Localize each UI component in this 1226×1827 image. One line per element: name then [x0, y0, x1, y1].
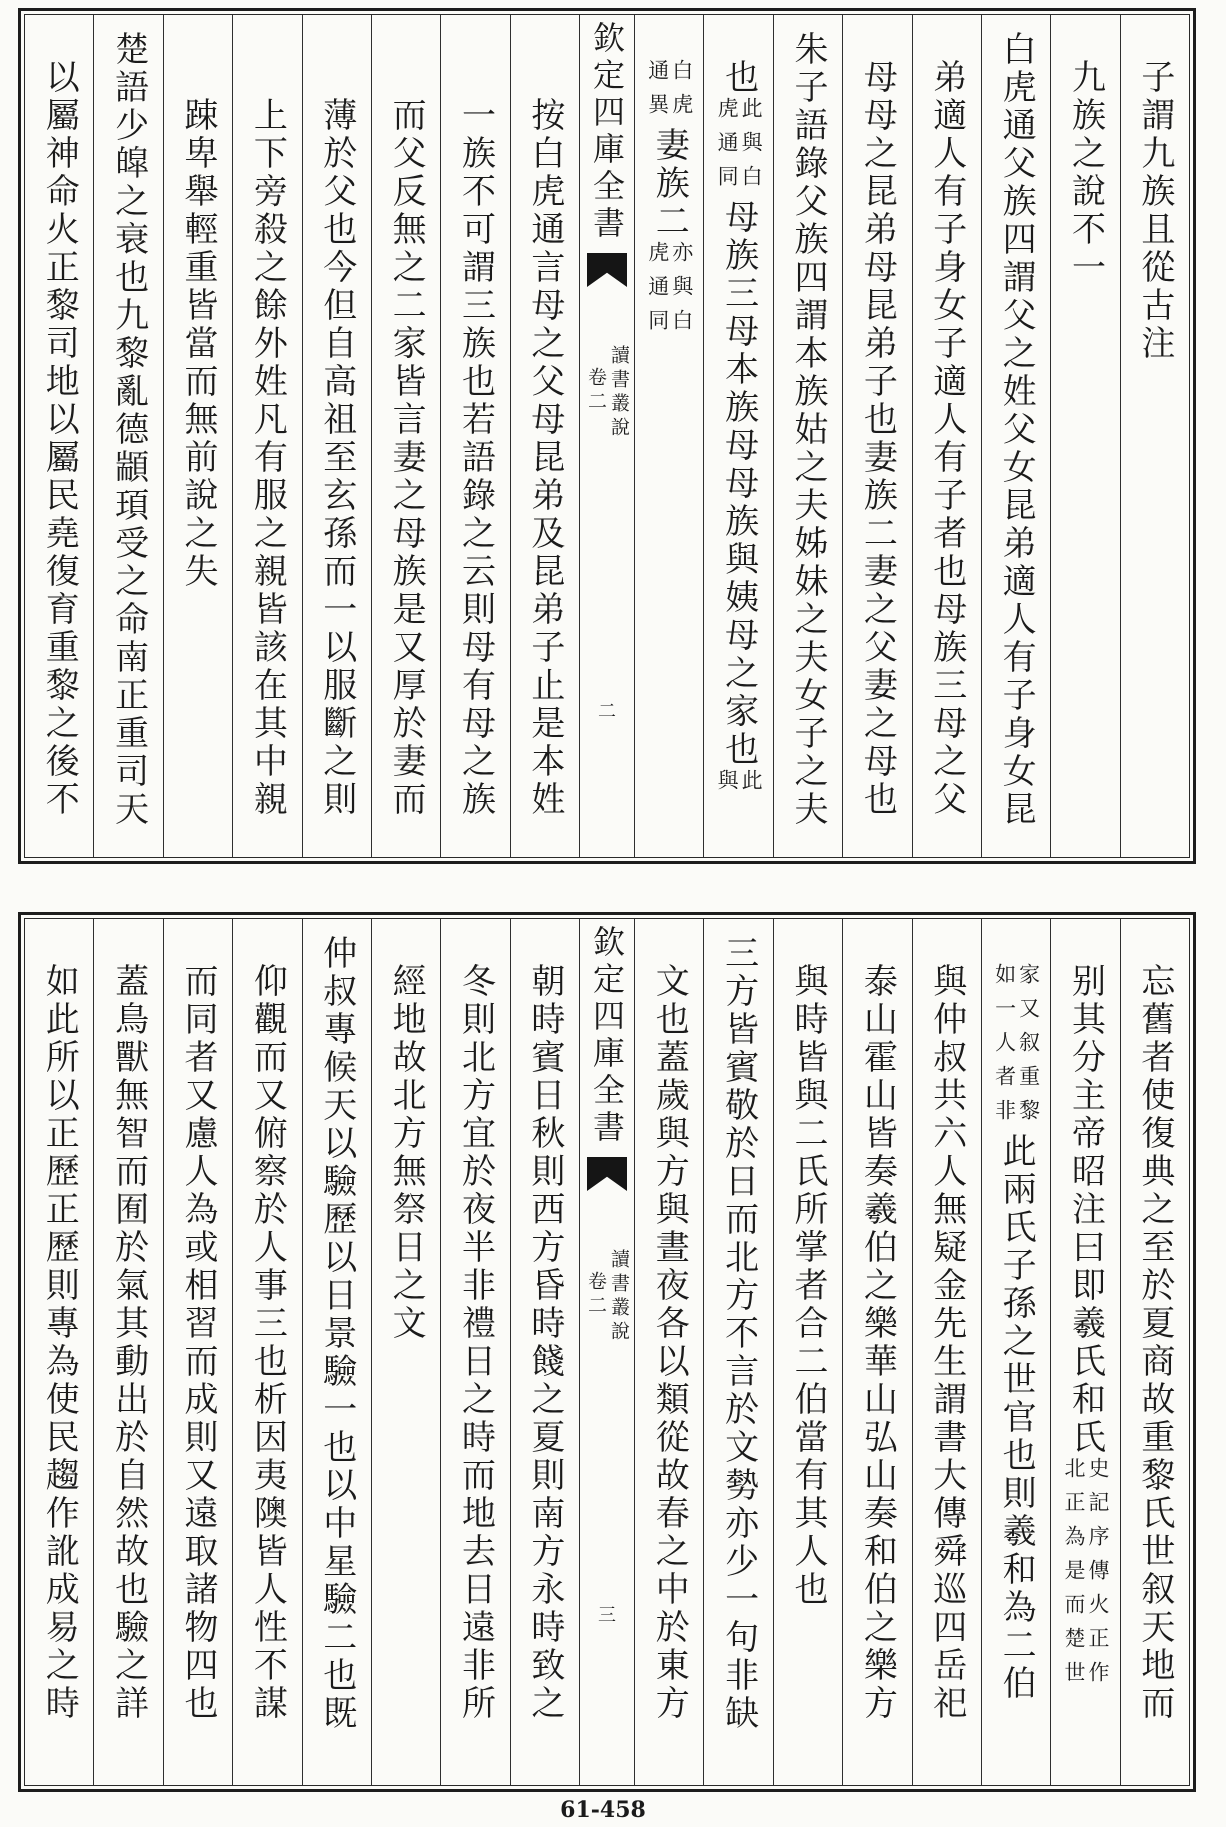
- column-text: 與仲叔共六人無疑金先生謂書大傳舜巡四岳祀: [926, 963, 967, 1723]
- annotation-line: 虎通同: [715, 97, 740, 199]
- text-column: [302, 15, 371, 857]
- text-column: [25, 919, 93, 1785]
- text-column: [634, 15, 703, 857]
- column-text: 蓋鳥獸無智而囿於氣其動出於自然故也驗之詳: [108, 963, 149, 1723]
- text-column: [634, 919, 703, 1785]
- annotation-line: 與: [715, 769, 740, 803]
- column-text: 仰觀而又俯察於人事三也析因夷隩皆人性不謀: [247, 963, 288, 1723]
- column-text: 冬則北方宜於夜半非禮日之時而地去日遠非所: [455, 963, 496, 1723]
- annotation-line: 通異: [645, 59, 670, 127]
- column-text: 一族不可謂三族也若語錄之云則母有母之族: [455, 97, 496, 819]
- text-column: [163, 15, 232, 857]
- text-column: [703, 919, 772, 1785]
- text-column: [773, 15, 842, 857]
- page-panel-top: [18, 8, 1196, 864]
- column-text: 而同者又慮人為或相習而成則又遠取諸物四也: [177, 963, 218, 1723]
- text-column: [302, 919, 371, 1785]
- column-text: 如此所以正歷正歷則專為使民趨作訛成易之時: [39, 963, 80, 1723]
- column-grid: [24, 14, 1190, 858]
- annotation-note: [715, 97, 764, 199]
- volume-label: 卷二: [585, 367, 607, 415]
- column-text: 朱子語錄父族四謂本族姑之夫姊妹之夫女子之夫: [787, 31, 828, 829]
- annotation-note: [647, 59, 692, 127]
- annotation-line: 亦與白: [669, 241, 694, 343]
- text-column: [912, 15, 981, 857]
- text-column: [232, 919, 301, 1785]
- column-text: 三方皆賓敬於日而北方不言於文勢亦少一句非缺: [718, 935, 759, 1733]
- text-column: [371, 15, 440, 857]
- column-text: 薄於父也今但自高祖至玄孫而一以服斷之則: [316, 97, 357, 819]
- text-column: [371, 919, 440, 1785]
- column-text: 母族三母本族母母族與姨母之家也: [718, 199, 759, 769]
- book-label: [586, 1249, 628, 1345]
- text-column: [440, 919, 509, 1785]
- column-text: 此兩氏子孫之世官也則羲和為二伯: [996, 1133, 1037, 1703]
- book-title: 讀書叢說: [608, 345, 630, 441]
- center-fold-column: [579, 15, 634, 857]
- column-text: 經地故北方無祭日之文: [386, 963, 427, 1343]
- scan-page-number: 61-458: [560, 1797, 646, 1823]
- page-panel-bottom: [18, 912, 1196, 1792]
- column-text: 按白虎通言母之父母昆弟及昆弟子止是本姓: [524, 97, 565, 819]
- column-text: 别其分主帝昭注曰即羲氏和氏: [1065, 963, 1106, 1457]
- column-grid: [24, 918, 1190, 1786]
- center-fold-column: [579, 919, 634, 1785]
- column-text: 仲叔專候天以驗歷以日景驗一也以中星驗二也既: [316, 935, 357, 1733]
- column-text: 文也蓋歲與方與晝夜各以類從故春之中於東方: [649, 963, 690, 1723]
- collection-title: 欽定四庫全書: [588, 21, 626, 243]
- column-text: 與時皆與二氏所掌者合二伯當有其人也: [787, 963, 828, 1609]
- collection-title: 欽定四庫全書: [588, 925, 626, 1147]
- text-column: [1050, 919, 1119, 1785]
- text-column: [1050, 15, 1119, 857]
- annotation-note: [715, 769, 764, 803]
- annotation-line: 此與白: [739, 97, 764, 199]
- text-column: [842, 919, 911, 1785]
- text-column: [1120, 15, 1189, 857]
- column-text: 朝時賓日秋則西方昏時餞之夏則南方永時致之: [524, 963, 565, 1723]
- text-column: [703, 15, 772, 857]
- column-text: 楚語少皡之衰也九黎亂德顓頊受之命南正重司天: [108, 31, 149, 829]
- text-column: [163, 919, 232, 1785]
- text-column: [93, 919, 162, 1785]
- fishtail-mark: [587, 253, 627, 287]
- annotation-line: 白虎: [669, 59, 694, 127]
- column-text: 踈卑舉輕重皆當而無前說之失: [177, 97, 218, 591]
- book-label: [586, 345, 628, 441]
- column-text: 忘舊者使復典之至於夏商故重黎氏世叙天地而: [1134, 963, 1175, 1723]
- text-column: [510, 15, 579, 857]
- column-text: 母母之昆弟母昆弟子也妻族二妻之父妻之母也: [857, 59, 898, 819]
- column-text: 弟適人有子身女子適人有子者也母族三母之父: [926, 59, 967, 819]
- column-text: 也: [718, 59, 759, 97]
- volume-label: 卷二: [585, 1271, 607, 1319]
- text-column: [25, 15, 93, 857]
- text-column: [981, 15, 1050, 857]
- column-text: 九族之說不一: [1065, 59, 1106, 287]
- column-text: 以屬神命火正黎司地以屬民堯復育重黎之後不: [39, 59, 80, 819]
- text-column: [912, 919, 981, 1785]
- text-column: [842, 15, 911, 857]
- text-column: [232, 15, 301, 857]
- book-title: 讀書叢說: [608, 1249, 630, 1345]
- annotation-line: 如一人者非: [992, 963, 1017, 1133]
- column-text: 妻族二: [649, 127, 690, 241]
- annotation-line: 家又叙重黎: [1016, 963, 1041, 1133]
- text-column: [93, 15, 162, 857]
- annotation-line: 史記序傳火正作: [1085, 1457, 1110, 1695]
- column-text: 而父反無之二家皆言妻之母族是又厚於妻而: [386, 97, 427, 819]
- annotation-note: [1063, 1457, 1108, 1695]
- annotation-note: [994, 963, 1039, 1133]
- annotation-line: 虎通同: [645, 241, 670, 343]
- page-number: 三: [598, 1605, 616, 1626]
- fishtail-mark: [587, 1157, 627, 1191]
- annotation-line: 此: [739, 769, 764, 803]
- page-number: 二: [598, 701, 616, 722]
- column-text: 子謂九族且從古注: [1134, 59, 1175, 363]
- annotation-line: 北正為是而楚世: [1061, 1457, 1086, 1695]
- text-column: [510, 919, 579, 1785]
- column-text: 上下旁殺之餘外姓凡有服之親皆該在其中親: [247, 97, 288, 819]
- column-text: 白虎通父族四謂父之姓父女昆弟適人有子身女昆: [996, 31, 1037, 829]
- column-text: 泰山霍山皆奏羲伯之樂華山弘山奏和伯之樂方: [857, 963, 898, 1723]
- annotation-note: [647, 241, 692, 343]
- text-column: [981, 919, 1050, 1785]
- text-column: [773, 919, 842, 1785]
- text-column: [1120, 919, 1189, 1785]
- text-column: [440, 15, 509, 857]
